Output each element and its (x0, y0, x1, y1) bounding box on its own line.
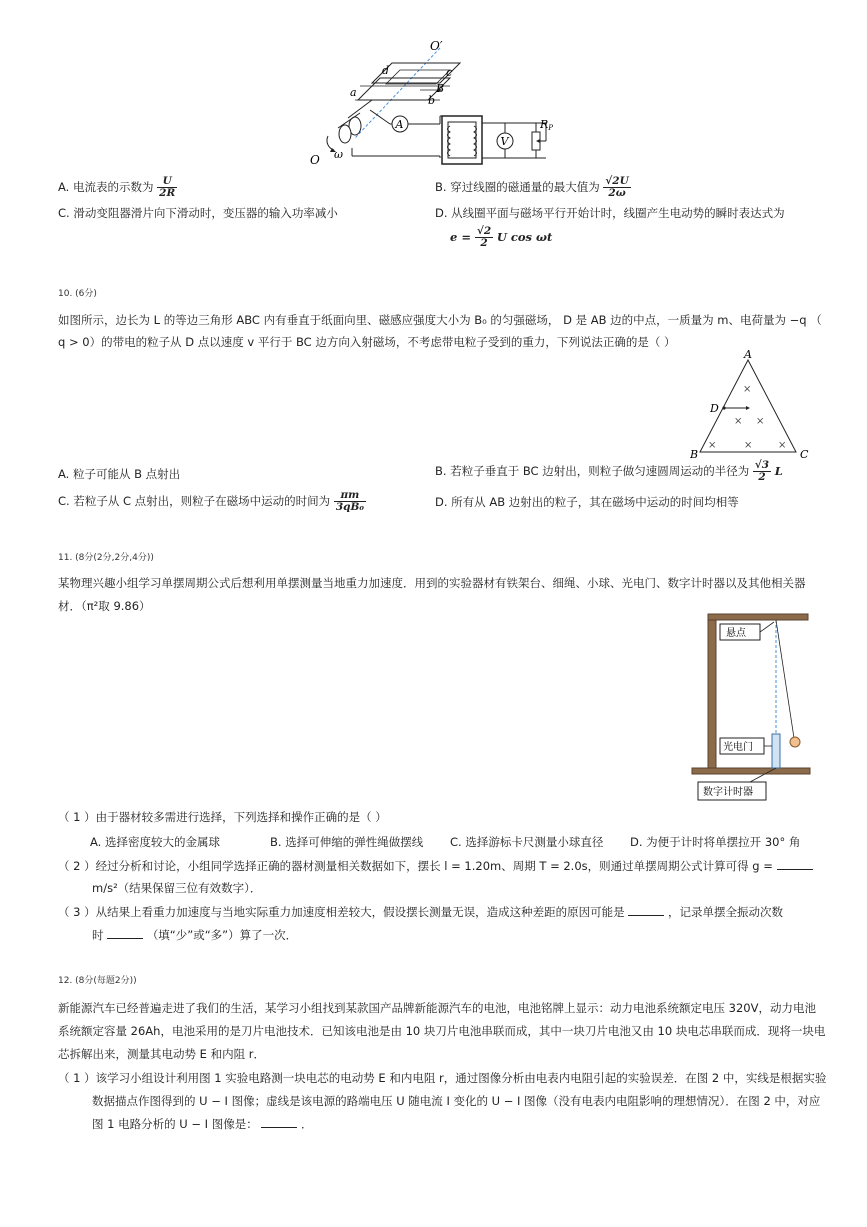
q11-stem-line2: 材．（π²取 9.86） (58, 599, 151, 613)
q11-sub2-line2: m/s²（结果保留三位有效数字）． (92, 881, 262, 895)
rheostat-label: RP (540, 118, 554, 132)
q10-stem-line2: q > 0）的带电的粒子从 D 点以速度 v 平行于 BC 边方向入射磁场，不考虑带电粒子受到的重力，下列说法正确的是（ ） (58, 335, 676, 349)
q10-option-a[interactable]: A. 粒子可能从 B 点射出 (58, 467, 181, 481)
coil-label-c: c (446, 66, 453, 79)
q11-sub2: （ 2 ）经过分析和讨论，小组同学选择正确的器材测量相关数据如下，摆长 l = 1.20m、周期 T = 2.0s，则通过单摆周期公式计算可得 g = (58, 858, 813, 874)
gate-label: 光电门 (723, 742, 753, 753)
voltmeter-label: V (500, 135, 509, 148)
q11-sub1: （ 1 ）由于器材较多需进行选择，下列选择和操作正确的是（ ） (58, 810, 387, 824)
answer-blank[interactable] (107, 928, 143, 939)
q12-stem-line2: 系统额定容量 26Ah，电池采用的是刀片电池技术．已知该电池是由 10 块刀片电池串联而成，其中一块刀片电池又由 10 块电芯串联而成．现将一块电 (58, 1024, 826, 1038)
q10-stem-line1: 如图所示，边长为 L 的等边三角形 ABC 内有垂直于纸面向里、磁感应强度大小为 B₀ 的匀强磁场， D 是 AB 边的中点，一质量为 m、电荷量为 −q （ (58, 313, 822, 327)
answer-blank[interactable] (628, 905, 664, 916)
q11-sub1-option-a[interactable]: A. 选择密度较大的金属球 (90, 835, 220, 849)
q11-header: 11. (8分(2分,2分,4分)) (58, 553, 154, 563)
field-cross: × (778, 440, 787, 451)
vertex-c: C (800, 448, 809, 461)
fraction: $\frac{√2}{2}$ (476, 225, 492, 250)
q9-option-b[interactable]: B. 穿过线圈的磁通量的最大值为 $\frac{√2U}{2\omega}$ (435, 175, 629, 200)
answer-blank[interactable] (261, 1117, 297, 1128)
q11-sub3: （ 3 ）从结果上看重力加速度与当地实际重力加速度相差较大，假设摆长测量无误，造成这种差距的原因可能是 ，记录单摆全振动次数 (58, 905, 783, 919)
q10-option-d[interactable]: D. 所有从 AB 边射出的粒子，其在磁场中运动的时间均相等 (435, 495, 739, 509)
ammeter-label: A (395, 118, 404, 131)
q12-stem-line1: 新能源汽车已经普遍走进了我们的生活，某学习小组找到某款国产品牌新能源汽车的电池，电池铭牌上显示：动力电池系统额定电压 320V，动力电池 (58, 1001, 816, 1015)
vertex-a: A (744, 350, 752, 361)
field-label-b: B (436, 82, 445, 95)
q9-option-d-expression: e = $\frac{√2}{2}$ U cos ωt (450, 225, 553, 250)
field-cross: × (708, 440, 717, 451)
q11-sub1-option-c[interactable]: C. 选择游标卡尺测量小球直径 (450, 835, 604, 849)
fraction: $\frac{√3}{2}$ (754, 459, 770, 484)
omega-label: ω (334, 148, 343, 161)
q12-header: 12. (8分(每题2分)) (58, 976, 137, 986)
field-cross: × (734, 416, 743, 427)
q12-sub1-line2: 数据描点作图得到的 U − I 图像；虚线是该电源的路端电压 U 随电流 I 变化的 U − I 图像（没有电表内电阻影响的理想情况）．在图 2 中，对应 (92, 1094, 821, 1108)
point-d: D (710, 402, 719, 415)
q11-stem-line1: 某物理兴趣小组学习单摆周期公式后想利用单摆测量当地重力加速度．用到的实验器材有铁架台、细绳、小球、光电门、数字计时器以及其他相关器 (58, 576, 806, 590)
q12-sub1-line1: （ 1 ）该学习小组设计利用图 1 实验电路测一块电芯的电动势 E 和内电阻 r，通过图像分析由电表内电阻引起的实验误差．在图 2 中，实线是根据实验 (58, 1071, 827, 1085)
axis-label-o-prime: O′ (430, 39, 443, 53)
axis-label-o: O (310, 153, 320, 167)
field-cross: × (756, 416, 765, 427)
coil-label-b: b (428, 94, 436, 107)
q12-stem-line3: 芯拆解出来，测量其电动势 E 和内阻 r． (58, 1047, 265, 1061)
fraction: $\frac{U}{2R}$ (159, 175, 176, 200)
q10-header: 10. (6分) (58, 289, 97, 299)
vertex-b: B (690, 448, 699, 461)
timer-label: 数字计时器 (703, 787, 753, 798)
q10-option-c[interactable]: C. 若粒子从 C 点射出，则粒子在磁场中运动的时间为 $\frac{\pi m}{\text{3qB₀}}$ (58, 489, 364, 514)
field-cross: × (743, 384, 752, 395)
coil-label-a: a (350, 86, 357, 99)
fraction: $\frac{\pi m}{\text{3qB₀}}$ (335, 489, 364, 514)
answer-blank[interactable] (777, 859, 813, 870)
q10-option-b[interactable]: B. 若粒子垂直于 BC 边射出，则粒子做匀速圆周运动的半径为 $\frac{√3}{2}$ L (435, 459, 783, 484)
q12-sub1-line3: 图 1 电路分析的 U − I 图像是： ． (92, 1117, 313, 1131)
q9-option-d[interactable]: D. 从线圈平面与磁场平行开始计时，线圈产生电动势的瞬时表达式为 (435, 206, 785, 220)
q11-sub1-option-b[interactable]: B. 选择可伸缩的弹性绳做摆线 (270, 835, 424, 849)
q9-option-a[interactable]: A. 电流表的示数为 $\frac{U}{2R}$ (58, 175, 176, 200)
coil-label-d: d (382, 64, 390, 77)
pendulum-apparatus-figure (690, 610, 814, 806)
generator-circuit-figure (300, 38, 570, 168)
triangle-field-figure (690, 350, 815, 462)
q9-option-c[interactable]: C. 滑动变阻器滑片向下滑动时，变压器的输入功率减小 (58, 206, 338, 220)
q11-sub1-option-d[interactable]: D. 为便于计时将单摆拉开 30° 角 (630, 835, 801, 849)
field-cross: × (744, 440, 753, 451)
pivot-label: 悬点 (726, 628, 746, 639)
q11-sub3-line2: 时 （填“少”或“多”）算了一次． (92, 928, 298, 942)
fraction: $\frac{√2U}{2\omega}$ (605, 175, 629, 200)
